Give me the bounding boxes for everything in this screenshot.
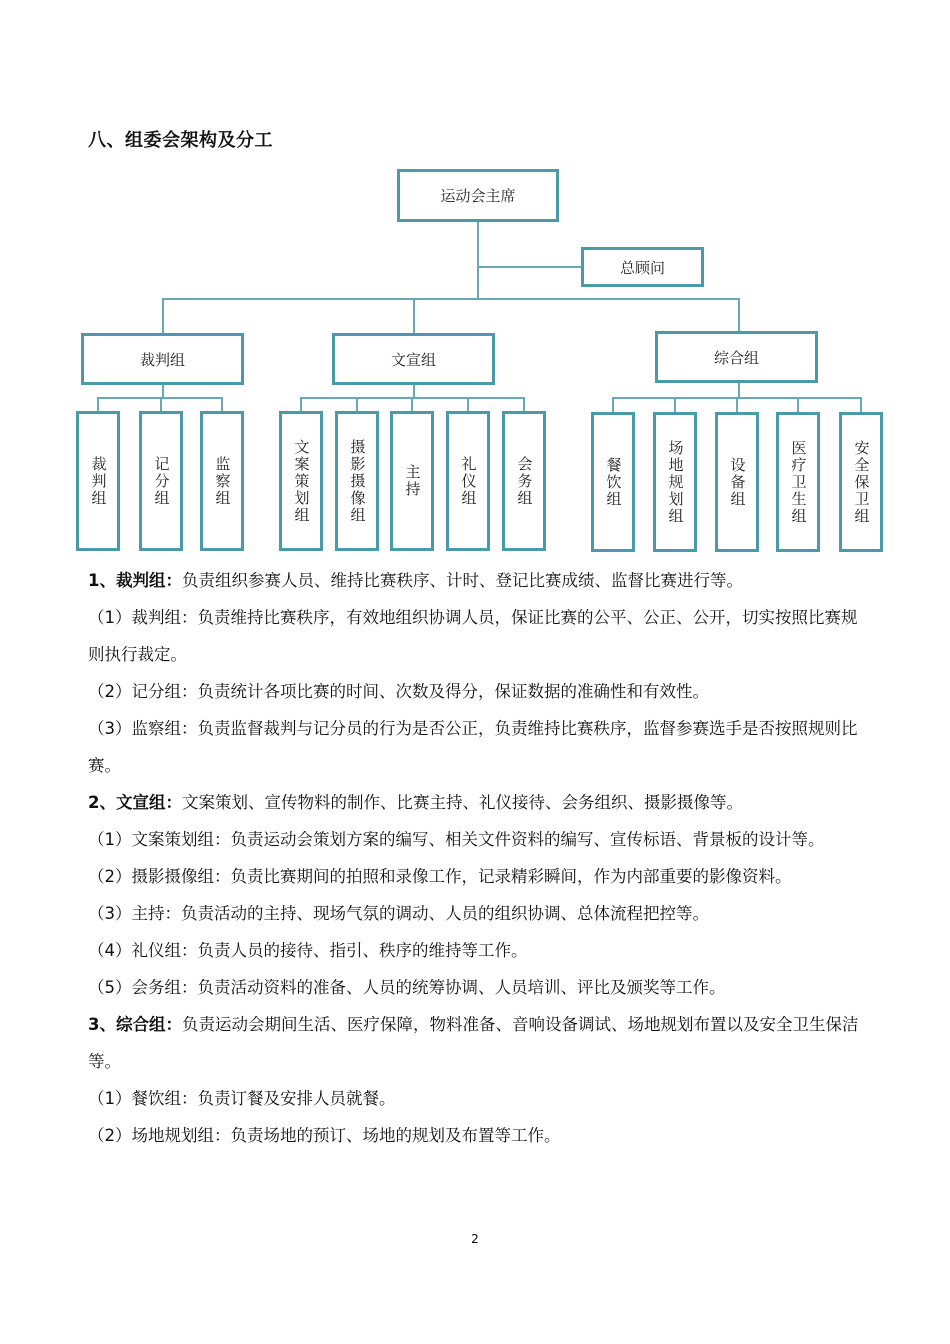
org-child-label: 安全保卫组 [852, 439, 871, 525]
connector-g1-down [162, 384, 164, 398]
connector-main-bar [162, 298, 740, 300]
connector-g1-c3 [221, 397, 223, 412]
paragraph-title: 文宣组： [115, 793, 182, 812]
paragraph-number: 2、 [88, 793, 116, 812]
org-child-box [390, 411, 434, 551]
org-child-box [591, 412, 635, 552]
paragraph: （2）场地规划组：负责场地的预订、场地的规划及布置等工作。 [88, 1126, 561, 1145]
paragraph-text: 负责运动会期间生活、医疗保障，物料准备、音响设备调试、场地规划布置以及安全卫生保洁等。 [88, 1015, 859, 1071]
paragraph: （1）裁判组：负责维持比赛秩序，有效地组织协调人员，保证比赛的公平、公正、公开，切实按照比赛规则执行裁定。 [88, 608, 858, 664]
connector-g3-c3 [736, 397, 738, 413]
paragraph: （3）主持：负责活动的主持、现场气氛的调动、人员的组织协调、总体流程把控等。 [88, 904, 709, 923]
paragraph-text: 负责组织参赛人员、维持比赛秩序、计时、登记比赛成绩、监督比赛进行等。 [181, 571, 743, 590]
connector-g3-down [738, 382, 740, 398]
body-text [88, 562, 868, 1154]
org-child-label: 礼仪组 [459, 455, 478, 507]
paragraph-title: 综合组： [115, 1015, 182, 1034]
paragraph: （1）文案策划组：负责运动会策划方案的编写、相关文件资料的编写、宣传标语、背景板的设计等。 [88, 830, 825, 849]
connector-advisor [478, 266, 582, 268]
org-child-box [446, 411, 490, 551]
connector-g3-c5 [860, 397, 862, 413]
org-group-label: 文宣组 [390, 350, 436, 369]
paragraph [88, 1006, 868, 1080]
org-child-label: 主持 [403, 464, 422, 498]
org-child-label: 场地规划组 [666, 439, 685, 525]
org-child-box [139, 411, 183, 551]
connector-g2-down [413, 384, 415, 398]
connector-g2-c3 [411, 397, 413, 412]
org-child-label: 设备组 [728, 456, 747, 508]
org-child-label: 摄影摄像组 [348, 438, 367, 524]
connector-drop-3 [738, 298, 740, 332]
connector-g2-c1 [300, 397, 302, 412]
paragraph-title: 裁判组： [115, 571, 182, 590]
org-child-box [653, 412, 697, 552]
connector-g3-c4 [797, 397, 799, 413]
connector-g3-c2 [674, 397, 676, 413]
paragraph: （3）监察组：负责监督裁判与记分员的行为是否公正，负责维持比赛秩序，监督参赛选手是否按照规则比赛。 [88, 719, 858, 775]
paragraph: （2）记分组：负责统计各项比赛的时间、次数及得分，保证数据的准确性和有效性。 [88, 682, 709, 701]
paragraph: （2）摄影摄像组：负责比赛期间的拍照和录像工作，记录精彩瞬间，作为内部重要的影像资料。 [88, 867, 792, 886]
connector-g3-c1 [612, 397, 614, 413]
org-group-label: 裁判组 [139, 350, 185, 369]
connector-drop-1 [162, 298, 164, 334]
paragraph [88, 784, 868, 821]
org-child-label: 医疗卫生组 [789, 439, 808, 525]
connector-drop-2 [413, 298, 415, 334]
connector-g1-c2 [160, 397, 162, 412]
org-group-box-1 [81, 333, 244, 385]
connector-root-down [477, 221, 479, 299]
paragraph-number: 1、 [88, 571, 116, 590]
org-child-label: 监察组 [213, 455, 232, 507]
org-child-box [335, 411, 379, 551]
org-group-box-3 [655, 331, 818, 383]
page-number: 2 [471, 1232, 479, 1246]
connector-g2-c4 [467, 397, 469, 412]
org-child-box [776, 412, 820, 552]
org-child-box [839, 412, 883, 552]
org-child-label: 餐饮组 [604, 456, 623, 508]
org-child-box [279, 411, 323, 551]
org-child-box [76, 411, 120, 551]
paragraph: （1）餐饮组：负责订餐及安排人员就餐。 [88, 1089, 396, 1108]
connector-g1-c1 [97, 397, 99, 412]
org-child-box [200, 411, 244, 551]
org-group-box-2 [332, 333, 495, 385]
org-child-label: 记分组 [152, 455, 171, 507]
paragraph: （4）礼仪组：负责人员的接待、指引、秩序的维持等工作。 [88, 941, 528, 960]
org-child-box [502, 411, 546, 551]
org-child-label: 文案策划组 [292, 438, 311, 524]
paragraph [88, 562, 868, 599]
org-advisor-label: 总顾问 [619, 258, 665, 277]
section-heading: 八、组委会架构及分工 [88, 130, 273, 151]
paragraph-text: 文案策划、宣传物料的制作、比赛主持、礼仪接待、会务组织、摄影摄像等。 [181, 793, 743, 812]
org-child-box [715, 412, 759, 552]
org-advisor-box [581, 247, 704, 287]
org-child-label: 裁判组 [89, 455, 108, 507]
connector-g2-c5 [523, 397, 525, 412]
paragraph: （5）会务组：负责活动资料的准备、人员的统筹协调、人员培训、评比及颁奖等工作。 [88, 978, 726, 997]
org-root-label: 运动会主席 [440, 187, 516, 205]
connector-g2-c2 [356, 397, 358, 412]
org-child-label: 会务组 [515, 455, 534, 507]
org-group-label: 综合组 [713, 348, 759, 367]
org-root-box [397, 169, 559, 222]
paragraph-number: 3、 [88, 1015, 116, 1034]
